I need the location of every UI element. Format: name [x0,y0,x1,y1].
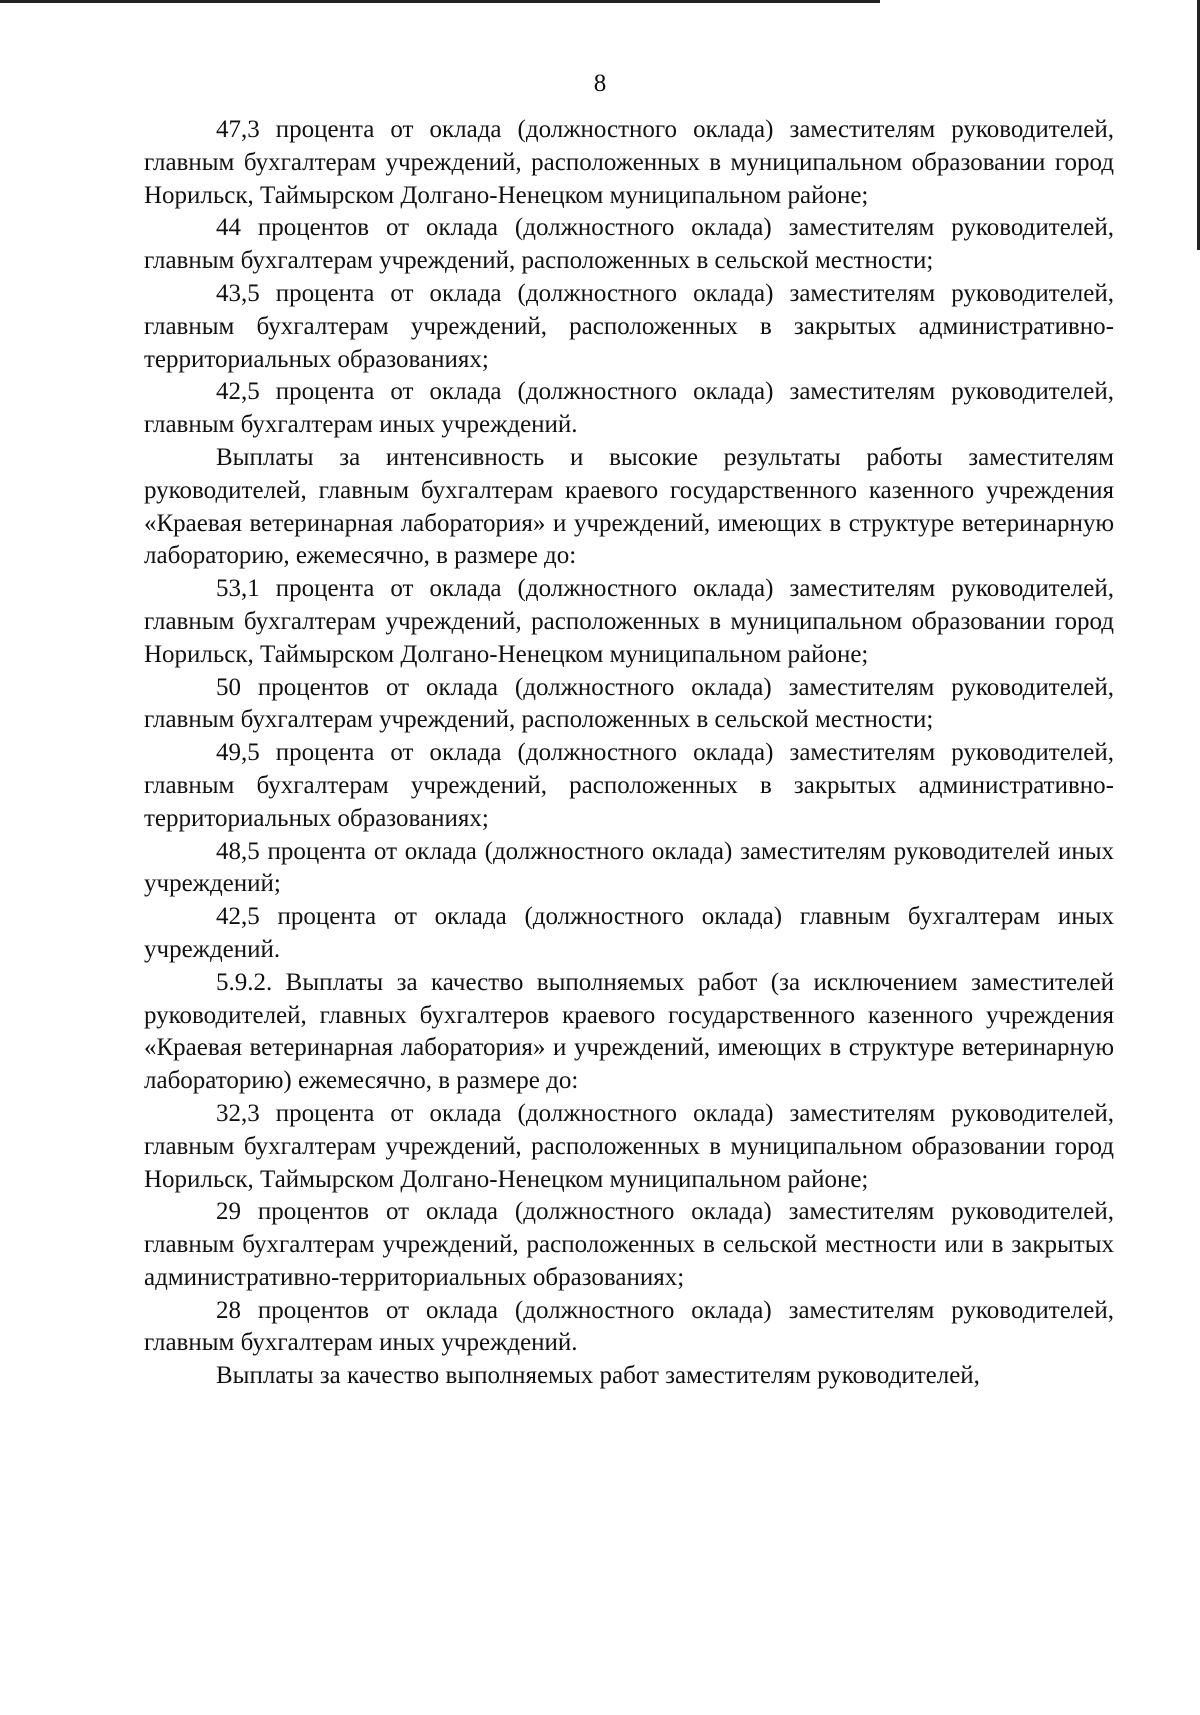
paragraph-13: 29 процентов от оклада (должностного оклада) заместителям руководителей, главным бухгалтерам учреждений, расположенных в сельской местности или в закрытых административно-территориальных образованиях; [144,1198,1114,1291]
paragraph-6: 53,1 процента от оклада (должностного оклада) заместителям руководителей, главным бухгалтерам учреждений, расположенных в муниципальном образовании город Норильск, Таймырском Долгано-Ненецком муниципальном районе; [144,575,1114,668]
paragraph-10: 42,5 процента от оклада (должностного оклада) главным бухгалтерам иных учреждений. [144,903,1114,963]
paragraph-9: 48,5 процента от оклада (должностного оклада) заместителям руководителей иных учреждений; [144,837,1114,898]
paragraph-7: 50 процентов от оклада (должностного оклада) заместителям руководителей, главным бухгалтерам учреждений, расположенных в сельской местности; [144,673,1114,734]
page-number: 8 [593,70,607,97]
scan-edge-top [0,0,880,3]
paragraph-15: Выплаты за качество выполняемых работ заместителям руководителей, [216,1362,980,1390]
paragraph-5: Выплаты за интенсивность и высокие результаты работы заместителям руководителей, главным бухгалтерам краевого государственного казенного учреждения «Краевая ветеринарная лаборатория» и учреждений, имеющих в структуре ветеринарную лабораторию, ежемесячно, в размере до: [144,443,1114,570]
body-text [144,114,1114,1393]
paragraph-2: 44 процентов от оклада (должностного оклада) заместителям руководителей, главным бухгалтерам учреждений, расположенных в сельской местности; [144,214,1114,275]
paragraph-12: 32,3 процента от оклада (должностного оклада) заместителям руководителей, главным бухгалтерам учреждений, расположенных в муниципальном образовании город Норильск, Таймырском Долгано-Ненецком муниципальном районе; [144,1099,1114,1193]
paragraph-3: 43,5 процента от оклада (должностного оклада) заместителям руководителей, главным бухгалтерам учреждений, расположенных в закрытых административно-территориальных образованиях; [144,279,1114,373]
paragraph-14: 28 процентов от оклада (должностного оклада) заместителям руководителей, главным бухгалтерам иных учреждений. [144,1296,1114,1357]
paragraph-11: 5.9.2. Выплаты за качество выполняемых работ (за исключением заместителей руководителей, главных бухгалтеров краевого государственного казенного учреждения «Краевая ветеринарная лаборатория» и учреждений, имеющих в структуре ветеринарную лабораторию) ежемесячно, в размере до: [144,968,1114,1095]
paragraph-8: 49,5 процента от оклада (должностного оклада) заместителям руководителей, главным бухгалтерам учреждений, расположенных в закрытых административно-территориальных образованиях; [144,739,1114,832]
paragraph-4: 42,5 процента от оклада (должностного оклада) заместителям руководителей, главным бухгалтерам иных учреждений. [144,378,1114,439]
paragraph-1: 47,3 процента от оклада (должностного оклада) заместителям руководителей, главным бухгалтерам учреждений, расположенных в муниципальном образовании город Норильск, Таймырском Долгано-Ненецком муниципальном районе; [144,116,1114,209]
